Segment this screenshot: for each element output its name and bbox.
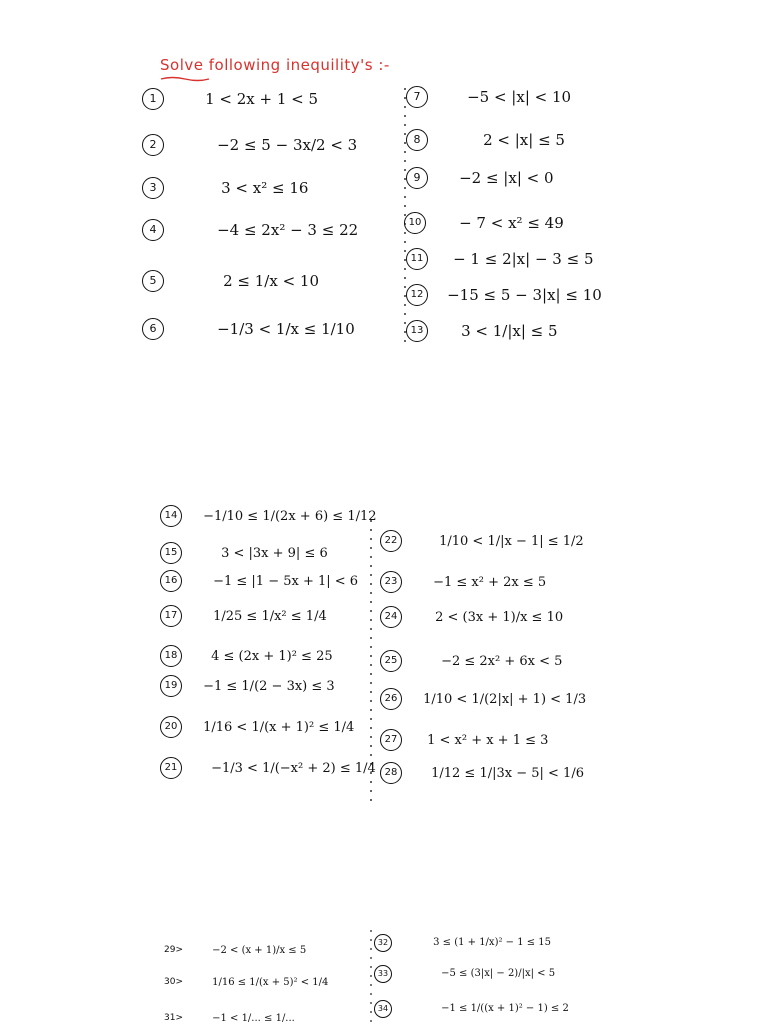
problem-row xyxy=(160,716,354,738)
problem-number: 28 xyxy=(380,762,402,784)
problem-row xyxy=(160,645,333,667)
problem-expression: −1 ≤ 1/(2 − 3x) ≤ 3 xyxy=(203,678,335,694)
problem-number: 10 xyxy=(404,212,426,234)
problem-number: 9 xyxy=(406,167,428,189)
problem-row xyxy=(160,675,335,697)
problem-number: 18 xyxy=(160,645,182,667)
problem-number: 26 xyxy=(380,688,402,710)
problem-expression: −5 ≤ (3|x| − 2)/|x| < 5 xyxy=(441,968,556,979)
problem-expression: −1 ≤ |1 − 5x + 1| < 6 xyxy=(213,573,359,589)
problem-expression: 1/16 ≤ 1/(x + 5)² < 1/4 xyxy=(212,977,329,988)
problem-number: 20 xyxy=(160,716,182,738)
problem-number: 11 xyxy=(406,248,428,270)
problem-number: 27 xyxy=(380,729,402,751)
problem-number: 23 xyxy=(380,571,402,593)
problem-expression: 1/16 < 1/(x + 1)² ≤ 1/4 xyxy=(203,719,355,735)
problem-row xyxy=(406,129,565,151)
problem-row xyxy=(160,757,376,779)
problem-row xyxy=(164,1008,295,1027)
problem-row xyxy=(380,762,584,784)
problem-expression: −1 ≤ x² + 2x ≤ 5 xyxy=(433,574,547,590)
problem-expression: − 7 < x² ≤ 49 xyxy=(459,214,564,232)
problem-row xyxy=(160,570,358,592)
problem-number: 13 xyxy=(406,320,428,342)
problem-expression: 1/12 ≤ 1/|3x − 5| < 1/6 xyxy=(431,765,584,781)
problem-number: 19 xyxy=(160,675,182,697)
problem-row xyxy=(374,963,555,983)
problem-number: 2 xyxy=(142,134,164,156)
problem-number: 6 xyxy=(142,318,164,340)
problem-expression: 1/25 ≤ 1/x² ≤ 1/4 xyxy=(213,608,327,624)
problem-number: 3 xyxy=(142,177,164,199)
problem-number: 32 xyxy=(374,934,392,952)
problem-expression: − 1 ≤ 2|x| − 3 ≤ 5 xyxy=(453,250,594,268)
problem-row xyxy=(380,729,548,751)
problem-expression: −5 < |x| < 10 xyxy=(467,88,572,106)
problem-expression: 3 < |3x + 9| ≤ 6 xyxy=(221,545,328,561)
problem-expression: 2 ≤ 1/x < 10 xyxy=(223,272,319,290)
problem-row xyxy=(164,940,306,959)
problem-expression: −1 < 1/... ≤ 1/... xyxy=(212,1013,295,1024)
problem-row xyxy=(164,972,328,991)
problem-number: 29> xyxy=(164,945,183,955)
problem-row xyxy=(160,542,328,564)
problem-expression: −2 < (x + 1)/x ≤ 5 xyxy=(212,945,307,956)
problem-row xyxy=(374,998,569,1018)
problem-number: 15 xyxy=(160,542,182,564)
problem-expression: −2 ≤ 2x² + 6x < 5 xyxy=(441,653,563,669)
problem-expression: 3 < 1/|x| ≤ 5 xyxy=(461,322,558,340)
problem-expression: 2 < |x| ≤ 5 xyxy=(483,131,565,149)
problem-number: 12 xyxy=(406,284,428,306)
problem-row xyxy=(406,284,602,306)
problem-row xyxy=(142,219,358,241)
problem-row xyxy=(406,248,593,270)
problem-expression: −1/3 < 1/x ≤ 1/10 xyxy=(217,320,355,338)
problem-expression: 3 ≤ (1 + 1/x)² − 1 ≤ 15 xyxy=(433,937,552,948)
problem-row xyxy=(404,212,564,234)
problem-row xyxy=(142,134,357,156)
problem-row xyxy=(406,86,571,108)
worksheet-title: Solve following inequility's :- xyxy=(160,56,390,74)
problem-row xyxy=(406,167,554,189)
problem-number: 5 xyxy=(142,270,164,292)
problem-row xyxy=(380,688,586,710)
problem-row xyxy=(142,177,308,199)
problem-number: 4 xyxy=(142,219,164,241)
problem-row xyxy=(380,530,584,552)
problem-number: 16 xyxy=(160,570,182,592)
problem-row xyxy=(142,318,355,340)
problem-expression: −4 ≤ 2x² − 3 ≤ 22 xyxy=(217,221,359,239)
problem-expression: −1 ≤ 1/((x + 1)² − 1) ≤ 2 xyxy=(441,1003,569,1014)
problem-expression: −1/10 ≤ 1/(2x + 6) ≤ 1/12 xyxy=(203,508,377,524)
problem-number: 33 xyxy=(374,965,392,983)
problem-expression: 1 < 2x + 1 < 5 xyxy=(205,90,319,108)
problem-number: 22 xyxy=(380,530,402,552)
problem-number: 7 xyxy=(406,86,428,108)
problem-number: 8 xyxy=(406,129,428,151)
problem-number: 21 xyxy=(160,757,182,779)
problem-row xyxy=(380,606,563,628)
problem-expression: 2 < (3x + 1)/x ≤ 10 xyxy=(435,609,564,625)
problem-number: 1 xyxy=(142,88,164,110)
problem-expression: −2 ≤ |x| < 0 xyxy=(459,169,554,187)
problem-row xyxy=(380,650,562,672)
problem-expression: −1/3 < 1/(−x² + 2) ≤ 1/4 xyxy=(211,760,376,776)
problem-row xyxy=(380,571,546,593)
problem-expression: 1/10 < 1/(2|x| + 1) < 1/3 xyxy=(423,691,587,707)
problem-expression: 1 < x² + x + 1 ≤ 3 xyxy=(427,732,549,748)
problem-expression: 3 < x² ≤ 16 xyxy=(221,179,309,197)
problem-number: 30> xyxy=(164,977,183,987)
problem-expression: 4 ≤ (2x + 1)² ≤ 25 xyxy=(211,648,333,664)
problem-row xyxy=(142,270,319,292)
problem-row xyxy=(406,320,558,342)
title-underline xyxy=(160,76,210,82)
problem-row xyxy=(142,88,318,110)
problem-row xyxy=(160,605,327,627)
problem-row xyxy=(160,505,377,527)
problem-number: 24 xyxy=(380,606,402,628)
problem-number: 34 xyxy=(374,1000,392,1018)
problem-expression: −2 ≤ 5 − 3x/2 < 3 xyxy=(217,136,358,154)
problem-expression: 1/10 < 1/|x − 1| ≤ 1/2 xyxy=(439,533,584,549)
problem-number: 25 xyxy=(380,650,402,672)
problem-number: 17 xyxy=(160,605,182,627)
problem-row xyxy=(374,932,551,952)
problem-expression: −15 ≤ 5 − 3|x| ≤ 10 xyxy=(447,286,602,304)
problem-number: 14 xyxy=(160,505,182,527)
problem-number: 31> xyxy=(164,1013,183,1023)
